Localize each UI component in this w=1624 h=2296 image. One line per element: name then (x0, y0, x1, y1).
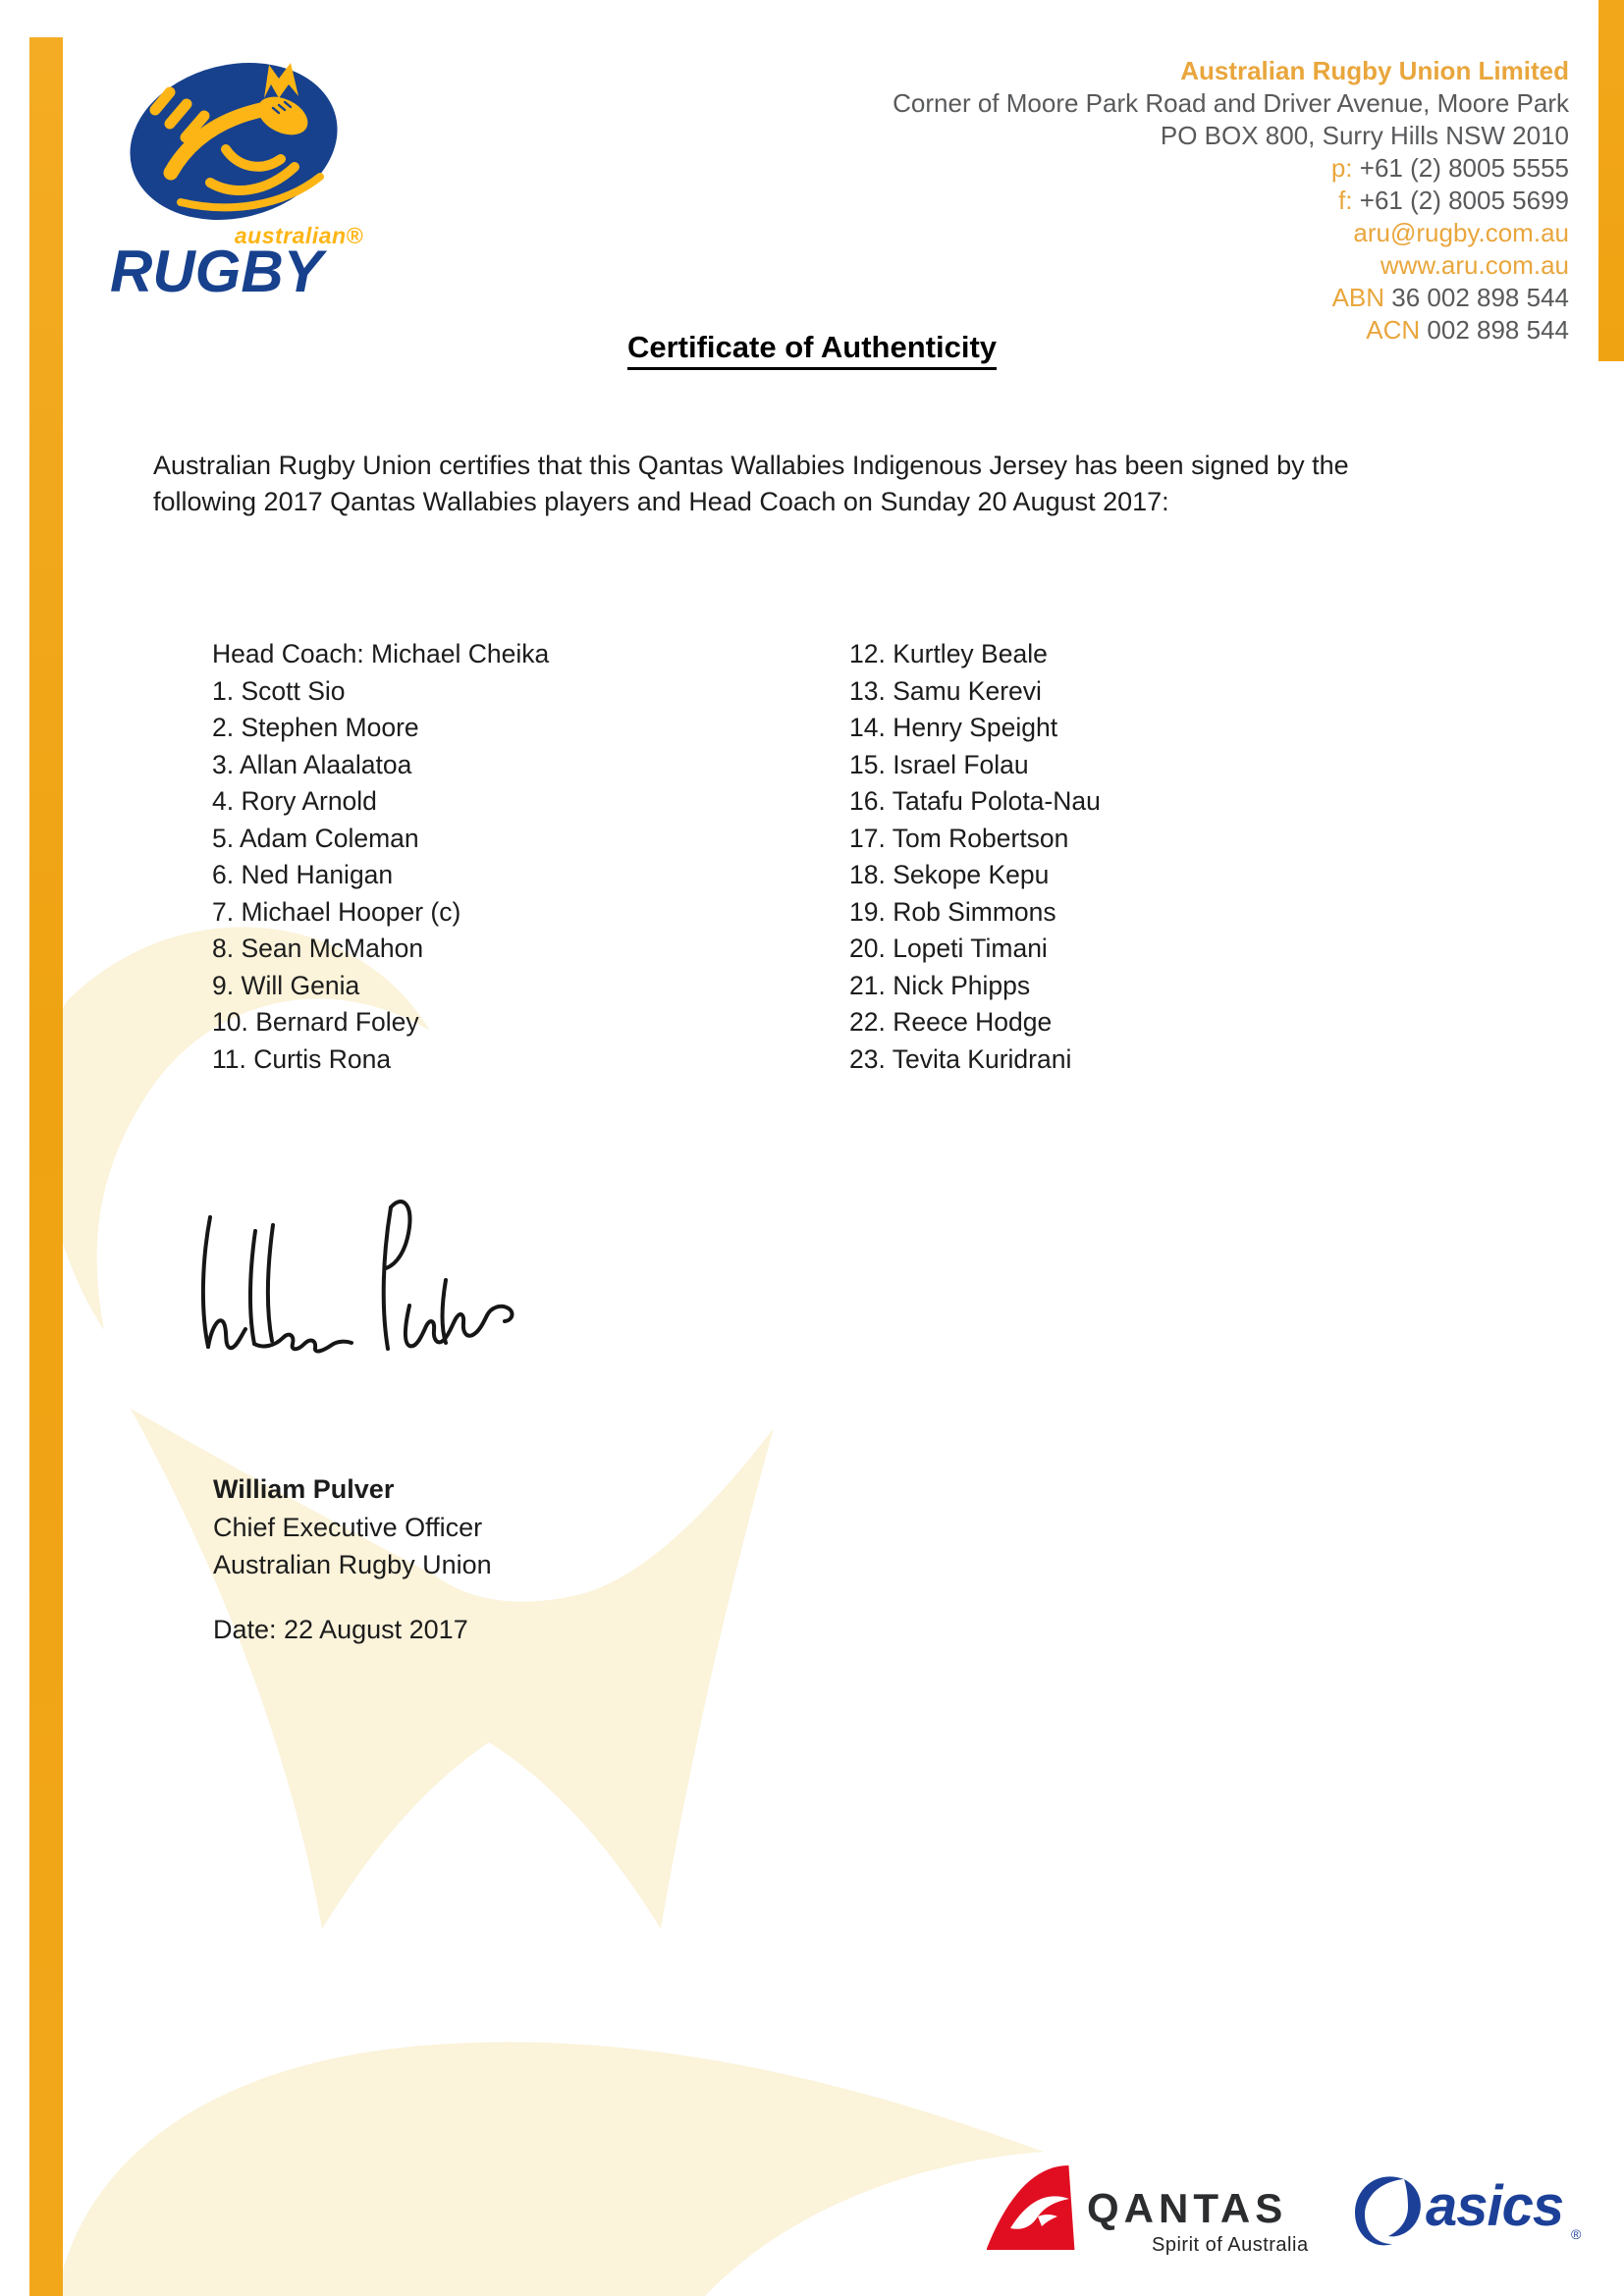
list-item: 8. Sean McMahon (212, 934, 424, 963)
certification-paragraph: Australian Rugby Union certifies that this Qantas Wallabies Indigenous Jersey has been signed by the following 2017 Qantas Wallabies players and Head Coach on Sunday 20 August 2017: (153, 451, 1349, 516)
list-item: 9. Will Genia (212, 970, 360, 1000)
asics-swirl-icon (1347, 2167, 1430, 2254)
abn-line (893, 282, 1569, 314)
acn-number: 002 898 544 (1427, 315, 1569, 345)
gold-accent-bar-right (1598, 0, 1624, 361)
list-item: 15. Israel Folau (849, 749, 1029, 779)
list-item: 13. Samu Kerevi (849, 675, 1042, 706)
gold-accent-bar-left (29, 37, 63, 2296)
list-item: 3. Allan Alaalatoa (212, 749, 412, 779)
aru-wallaby-emblem-icon (124, 57, 352, 226)
qantas-kangaroo-icon (987, 2158, 1085, 2256)
list-item: 22. Reece Hodge (849, 1007, 1053, 1037)
signatory-block (213, 1470, 492, 1584)
phone-line (893, 152, 1569, 185)
aru-logo-wordmark: RUGBY (110, 239, 323, 304)
qantas-wordmark: QANTAS (1087, 2185, 1288, 2231)
org-name: Australian Rugby Union Limited (1180, 56, 1569, 85)
fax-line (893, 185, 1569, 217)
abn-number: 36 002 898 544 (1391, 283, 1569, 312)
email-line: aru@rugby.com.au (1353, 218, 1569, 247)
qantas-tagline: Spirit of Australia (1152, 2234, 1309, 2256)
list-item: 5. Adam Coleman (212, 823, 419, 853)
list-item: Head Coach: Michael Cheika (212, 639, 550, 668)
list-item: 2. Stephen Moore (212, 713, 419, 742)
list-item: 18. Sekope Kepu (849, 860, 1050, 889)
asics-reg-mark: ® (1571, 2226, 1582, 2242)
list-item: 19. Rob Simmons (849, 896, 1056, 927)
asics-logo (1347, 2165, 1583, 2256)
list-item: 20. Lopeti Timani (849, 934, 1048, 963)
signatory-title: Chief Executive Officer (213, 1512, 483, 1542)
list-item: 1. Scott Sio (212, 675, 346, 706)
phone-label: p: (1330, 153, 1353, 183)
list-item: 6. Ned Hanigan (212, 860, 394, 889)
players-column-right (849, 636, 1101, 1078)
list-item: 10. Bernard Foley (212, 1007, 419, 1037)
list-item: 23. Tevita Kuridrani (849, 1043, 1072, 1074)
page-title-row (0, 330, 1624, 365)
fax-number: +61 (2) 8005 5699 (1359, 186, 1569, 215)
address-line-2: PO BOX 800, Surry Hills NSW 2010 (1160, 121, 1569, 150)
list-item: 16. Tatafu Polota-Nau (849, 786, 1101, 816)
list-item: 11. Curtis Rona (212, 1043, 392, 1074)
abn-label: ABN (1331, 283, 1385, 312)
asics-wordmark: asics (1426, 2174, 1564, 2238)
letterhead-contact-block (893, 55, 1569, 347)
players-column-left (212, 636, 549, 1078)
acn-label: ACN (1366, 315, 1421, 345)
list-item: 12. Kurtley Beale (849, 639, 1048, 668)
page-title: Certificate of Authenticity (627, 330, 997, 370)
list-item: 4. Rory Arnold (212, 786, 377, 816)
signatory-organisation: Australian Rugby Union (213, 1550, 492, 1579)
list-item: 17. Tom Robertson (849, 823, 1069, 853)
address-line-1: Corner of Moore Park Road and Driver Avenue, Moore Park (893, 88, 1569, 118)
phone-number: +61 (2) 8005 5555 (1359, 153, 1569, 183)
date-line: Date: 22 August 2017 (213, 1615, 468, 1644)
aru-logo (110, 57, 365, 304)
website-line: www.aru.com.au (1380, 250, 1569, 280)
list-item: 14. Henry Speight (849, 713, 1058, 742)
list-item: 7. Michael Hooper (c) (212, 896, 461, 927)
signatory-name: William Pulver (213, 1474, 395, 1504)
fax-label: f: (1338, 186, 1353, 215)
list-item: 21. Nick Phipps (849, 970, 1031, 1000)
aru-logo-subtext: australian® (234, 223, 363, 248)
ceo-signature (189, 1190, 552, 1401)
qantas-logo (987, 2158, 1321, 2268)
wallaby-watermark (27, 883, 1127, 2296)
